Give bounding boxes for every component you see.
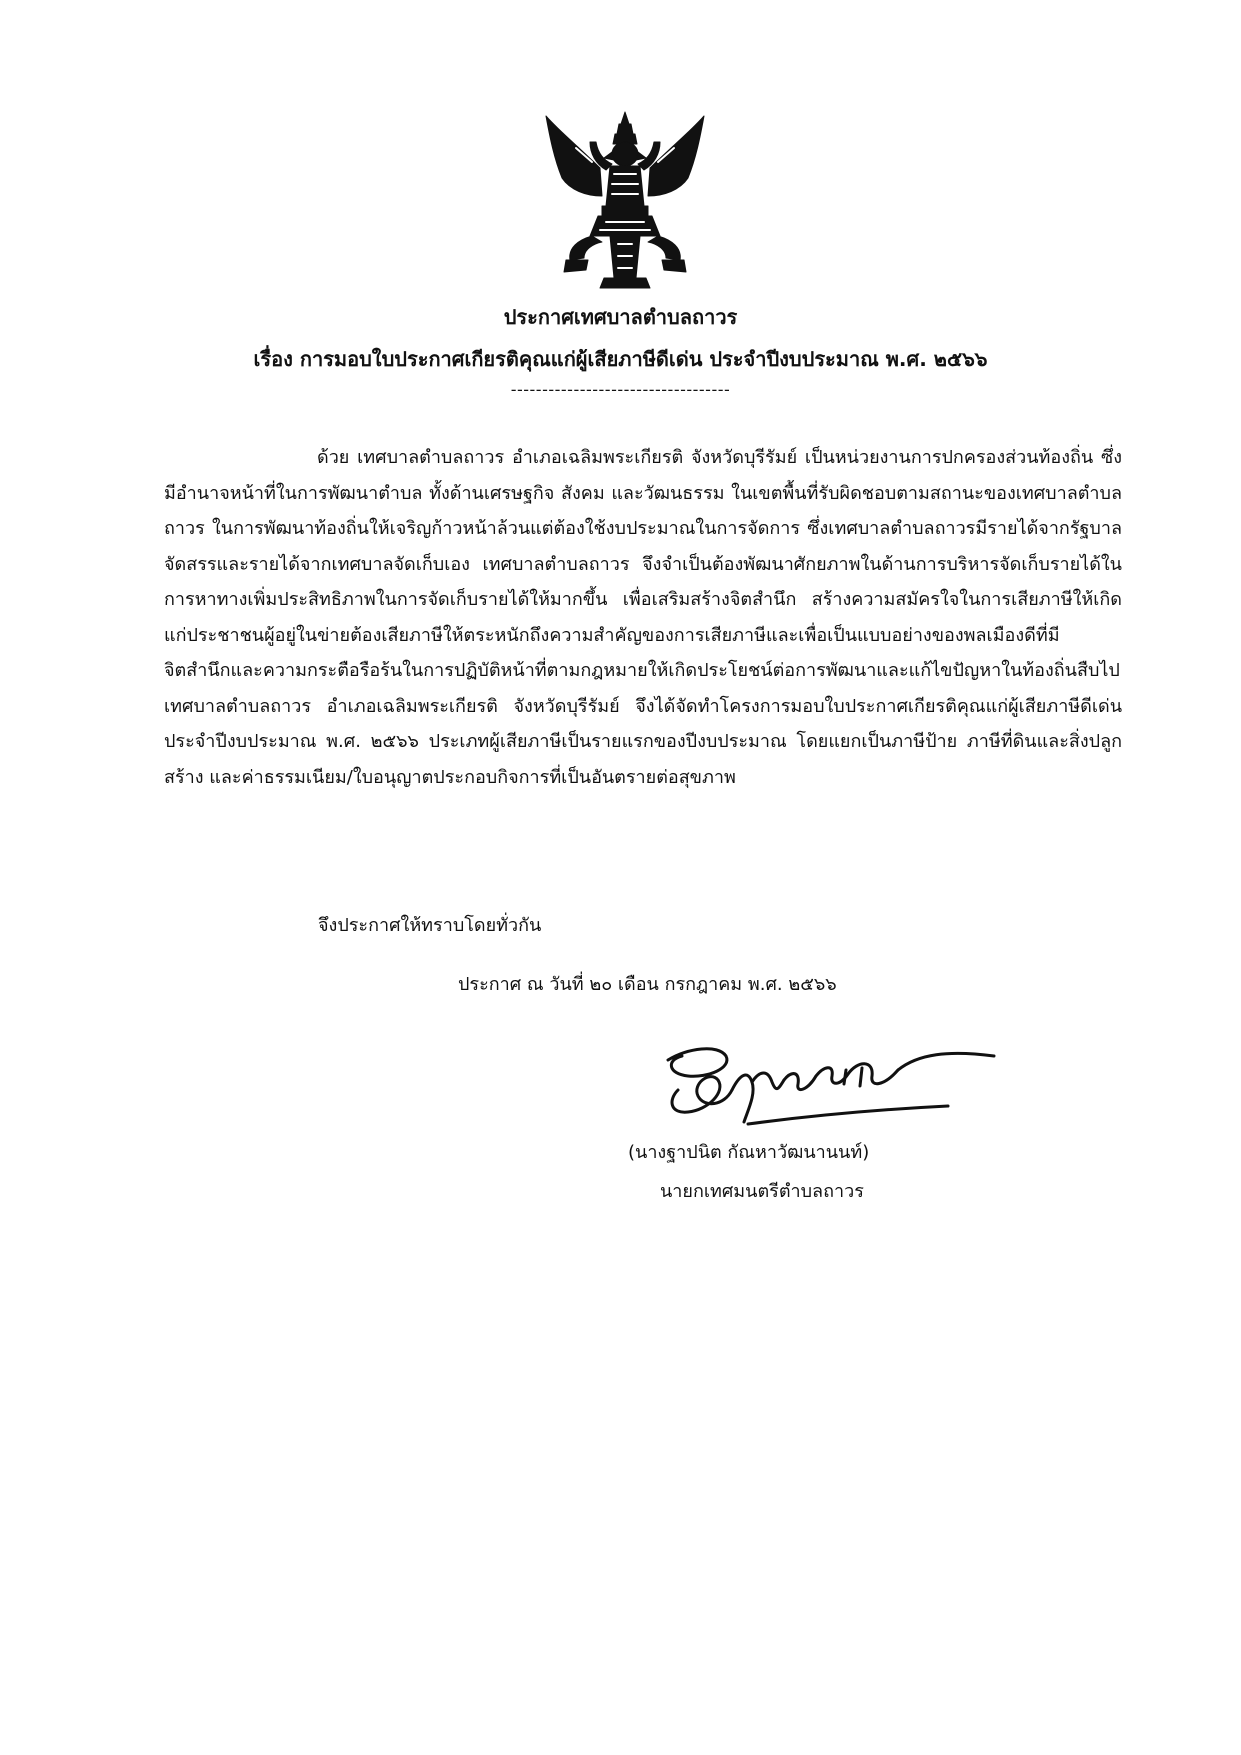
body-paragraph: ด้วย เทศบาลตำบลถาวร อำเภอเฉลิมพระเกียรติ จังหวัดบุรีรัมย์ เป็นหน่วยงานการปกครองส่วนท้องถิ่น ซึ่งมีอำนาจหน้าที่ในการพัฒนาตำบล ทั้งด้านเศรษฐกิจ สังคม และวัฒนธรรม ในเขตพื้นที่รับผิดชอบตามสถานะของเทศบาลตำบลถาวร ในการพัฒนาท้องถิ่นให้เจริญก้าวหน้าล้วนแต่ต้องใช้งบประมาณในการจัดการ ซึ่งเทศบาลตำบลถาวรมีรายได้จากรัฐบาลจัดสรรและรายได้จากเทศบาลจัดเก็บเอง เทศบาลตำบลถาวร จึงจำเป็นต้องพัฒนาศักยภาพในด้านการบริหารจัดเก็บรายได้ในการหาทางเพิ่มประสิทธิภาพในการจัดเก็บรายได้ให้มากขึ้น เพื่อเสริมสร้างจิตสำนึก สร้างความสมัครใจในการเสียภาษีให้เกิดแก่ประชาชนผู้อยู่ในข่ายต้องเสียภาษีให้ตระหนักถึงความสำคัญของการเสียภาษีและเพื่อเป็นแบบอย่างของพลเมืองดีที่มีจิตสำนึกและความกระตือรือร้นในการปฏิบัติหน้าที่ตามกฎหมายให้เกิดประโยชน์ต่อการพัฒนาและแก้ไขปัญหาในท้องถิ่นสืบไป เทศบาลตำบลถาวร อำเภอเฉลิมพระเกียรติ จังหวัดบุรีรัมย์ จึงได้จัดทำโครงการมอบใบประกาศเกียรติคุณแก่ผู้เสียภาษีดีเด่น ประจำปีงบประมาณ พ.ศ. ๒๕๖๖ ประเภทผู้เสียภาษีเป็นรายแรกของปีงบประมาณ โดยแยกเป็นภาษีป้าย ภาษีที่ดินและสิ่งปลูกสร้าง และค่าธรรมเนียม/ใบอนุญาตประกอบกิจการที่เป็นอันตรายต่อสุขภาพ [164,447,1122,788]
announcement-title: ประกาศเทศบาลตำบลถาวร [503,305,738,329]
signer-name: (นางฐาปนิต กัณหาวัฒนานนท์) [628,1142,870,1163]
closing-statement: จึงประกาศให้ทราบโดยทั่วกัน [318,915,542,936]
handwritten-signature [648,1030,1008,1130]
signer-position: นายกเทศมนตรีตำบลถาวร [660,1181,864,1202]
announcement-date: ประกาศ ณ วันที่ ๒๐ เดือน กรกฎาคม พ.ศ. ๒๕๖๖ [458,974,837,995]
garuda-emblem-icon [540,108,710,290]
announcement-body [164,440,1122,795]
announcement-subject: เรื่อง การมอบใบประกาศเกียรติคุณแก่ผู้เสียภาษีดีเด่น ประจำปีงบประมาณ พ.ศ. ๒๕๖๖ [253,347,988,371]
title-separator: ----------------------------------- [510,380,731,399]
